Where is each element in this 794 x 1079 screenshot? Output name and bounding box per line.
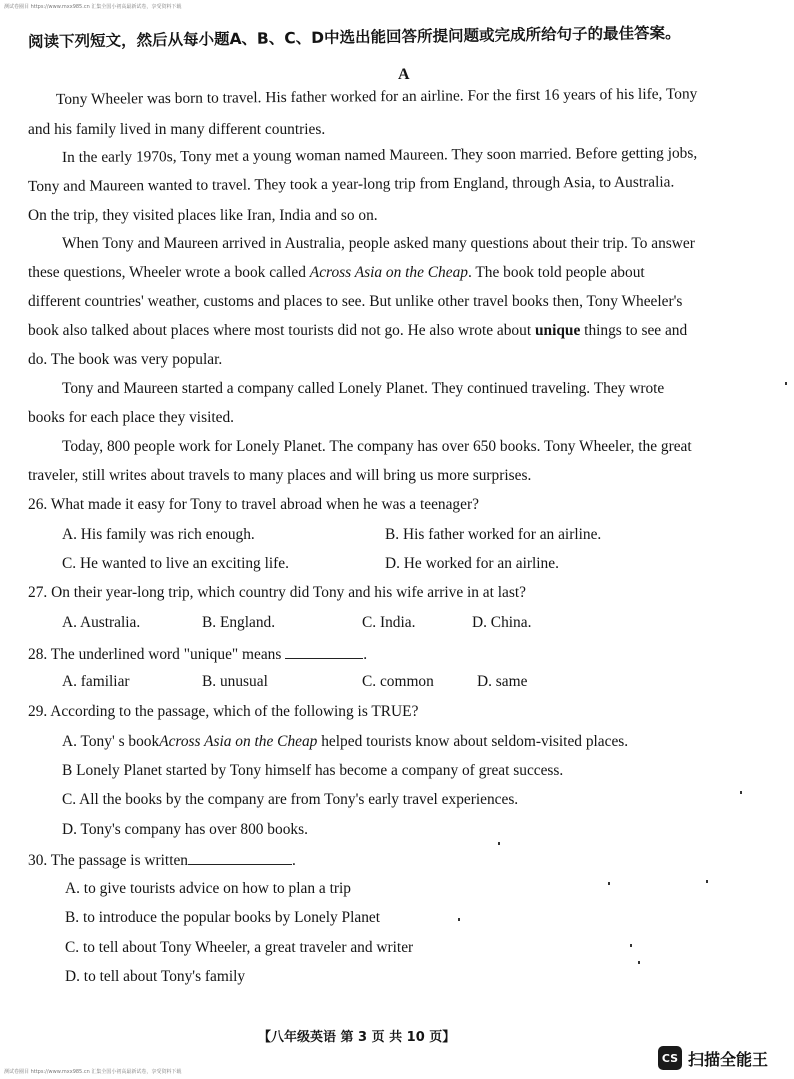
passage-line: different countries' weather, customs and places to see. But unlike other travel books then, Tony Wheeler's xyxy=(28,293,683,310)
option-a: A. Australia. xyxy=(62,614,141,631)
option-c: C. He wanted to live an exciting life. xyxy=(62,555,289,572)
option-a: A. familiar xyxy=(62,673,130,690)
passage-line: When Tony and Maureen arrived in Australia, people asked many questions about their trip. To answer xyxy=(62,235,695,252)
passage-line: do. The book was very popular. xyxy=(28,351,223,368)
instruction-heading: 阅读下列短文，然后从每小题A、B、C、D中选出能回答所提问题或完成所给句子的最佳答案。 xyxy=(27,23,681,51)
scanner-name: 扫描全能王 xyxy=(688,1049,769,1069)
question-stem-text: 28. The underlined word "unique" means xyxy=(28,646,282,663)
passage-line: and his family lived in many different countries. xyxy=(28,121,326,138)
option-c: C. common xyxy=(362,673,434,690)
section-title: A xyxy=(398,66,410,83)
option-b: B. His father worked for an airline. xyxy=(385,526,602,543)
scan-speck xyxy=(608,882,610,885)
stem-end: . xyxy=(292,852,296,869)
scan-speck xyxy=(458,918,460,921)
option-d: D. Tony's company has over 800 books. xyxy=(62,821,308,838)
passage-line: Tony and Maureen started a company called Lonely Planet. They continued traveling. They wrote xyxy=(62,380,665,397)
answer-blank[interactable] xyxy=(285,644,363,659)
passage-line: Tony Wheeler was born to travel. His father worked for an airline. For the first 16 years of his life, Tony xyxy=(55,85,698,108)
option-d: D. to tell about Tony's family xyxy=(65,968,246,985)
question-stem: 29. According to the passage, which of the following is TRUE? xyxy=(28,703,419,720)
passage-line: books for each place they visited. xyxy=(28,409,234,426)
question-stem: 26. What made it easy for Tony to travel abroad when he was a teenager? xyxy=(28,496,479,513)
bottom-watermark: 测试卷圈目 https://www.mxx985.cn 汇集全国小初高最新试卷，享受资料下载 xyxy=(4,1069,182,1075)
option-d: D. same xyxy=(477,673,528,690)
passage-text: these questions, Wheeler wrote a book called xyxy=(28,264,306,281)
option-a-text-end: helped tourists know about seldom-visited places. xyxy=(321,733,629,750)
option-b: B Lonely Planet started by Tony himself has become a company of great success. xyxy=(62,762,564,779)
top-watermark: 测试卷圈目 https://www.mxx985.cn 汇集全国小初高最新试卷，享受资料下载 xyxy=(4,4,182,10)
option-a: A. His family was rich enough. xyxy=(62,526,255,543)
scan-speck xyxy=(638,961,640,964)
question-stem xyxy=(28,644,367,664)
stem-end: . xyxy=(363,646,368,663)
option-c: C. India. xyxy=(362,614,416,631)
answer-blank[interactable] xyxy=(188,850,292,865)
passage-text: things to see and xyxy=(584,322,688,339)
question-stem: 27. On their year-long trip, which country did Tony and his wife arrive in at last? xyxy=(28,584,526,601)
question-stem-text: 30. The passage is written xyxy=(28,852,189,869)
option-b: B. unusual xyxy=(202,673,268,690)
scanner-badge xyxy=(658,1046,768,1070)
scan-speck xyxy=(498,842,500,845)
option-a-book-title: Across Asia on the Cheap xyxy=(159,733,318,750)
underlined-word-unique: unique xyxy=(534,322,581,339)
option-b: B. England. xyxy=(202,614,276,631)
option-c: C. to tell about Tony Wheeler, a great traveler and writer xyxy=(65,939,414,956)
camscanner-logo-icon: CS xyxy=(658,1046,682,1070)
passage-line: traveler, still writes about travels to many places and will bring us more surprises. xyxy=(28,467,532,484)
passage-line xyxy=(28,322,687,340)
passage-text: book also talked about places where most tourists did not go. He also wrote about xyxy=(28,322,532,339)
scan-speck xyxy=(630,944,632,947)
book-title: Across Asia on the Cheap xyxy=(309,264,468,281)
option-a xyxy=(62,733,628,751)
scan-speck xyxy=(706,880,708,883)
passage-line: Today, 800 people work for Lonely Planet. The company has over 650 books. Tony Wheeler, the great xyxy=(62,438,692,455)
option-a: A. to give tourists advice on how to plan a trip xyxy=(65,880,351,897)
option-b: B. to introduce the popular books by Lonely Planet xyxy=(65,909,381,926)
question-stem xyxy=(28,850,296,870)
passage-line: On the trip, they visited places like Iran, India and so on. xyxy=(28,207,378,224)
passage-line: In the early 1970s, Tony met a young woman named Maureen. They soon married. Before getting jobs, xyxy=(61,144,698,166)
scan-speck xyxy=(740,791,742,794)
passage-line xyxy=(28,264,645,282)
scan-speck xyxy=(785,382,787,385)
option-d: D. He worked for an airline. xyxy=(385,555,559,572)
passage-text: . The book told people about xyxy=(467,264,645,281)
page-footer: 【八年级英语 第 3 页 共 10 页】 xyxy=(258,1030,456,1045)
option-a-text: A. Tony' s book xyxy=(62,733,160,750)
option-c: C. All the books by the company are from Tony's early travel experiences. xyxy=(62,791,519,808)
option-d: D. China. xyxy=(472,614,532,631)
passage-line: Tony and Maureen wanted to travel. They took a year-long trip from England, through Asia, to Australia. xyxy=(27,173,675,195)
